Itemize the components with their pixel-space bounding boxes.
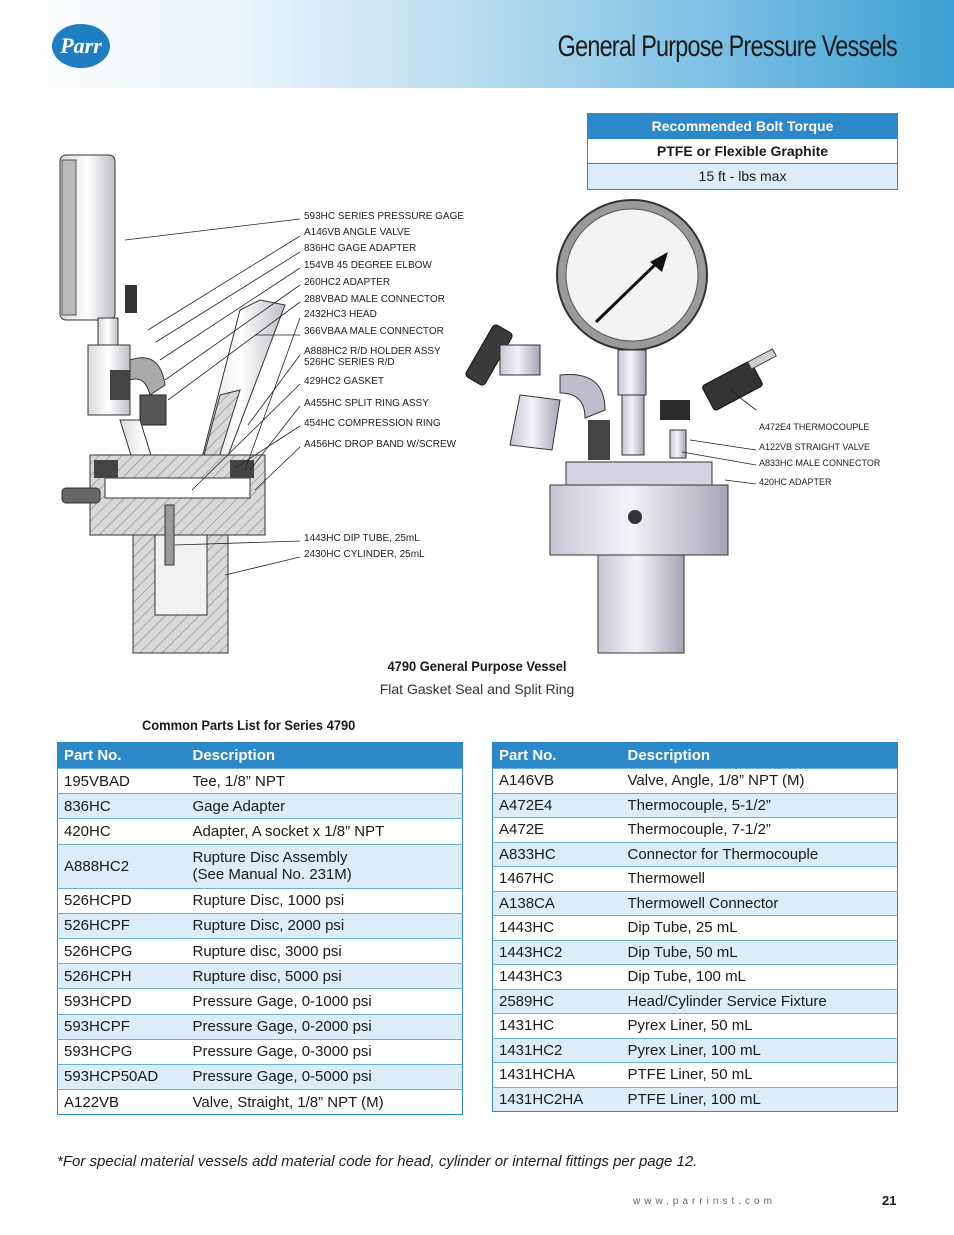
part-number: A146VB <box>493 769 622 794</box>
callout-straight-valve: A122VB STRAIGHT VALVE <box>759 442 871 452</box>
part-number: 1443HC2 <box>493 940 622 965</box>
part-number: A472E <box>493 818 622 843</box>
callout-elbow: 154VB 45 DEGREE ELBOW <box>304 260 432 271</box>
table-row <box>58 913 463 938</box>
part-number: A833HC <box>493 842 622 867</box>
figure-caption-subtitle: Flat Gasket Seal and Split Ring <box>379 681 575 697</box>
part-description: Dip Tube, 100 mL <box>622 965 898 990</box>
part-number: 593HCPF <box>58 1014 187 1039</box>
torque-value: 15 ft - lbs max <box>588 164 897 189</box>
part-description: PTFE Liner, 50 mL <box>622 1063 898 1088</box>
part-number: A888HC2 <box>58 844 187 888</box>
parts-list-heading: Common Parts List for Series 4790 <box>142 717 356 733</box>
part-description: Pressure Gage, 0-3000 psi <box>187 1039 463 1064</box>
part-description: Dip Tube, 50 mL <box>622 940 898 965</box>
part-number: 1431HC2 <box>493 1038 622 1063</box>
table-row <box>493 769 898 794</box>
footnote: *For special material vessels add material code for head, cylinder or internal fittings per page 12. <box>57 1153 698 1170</box>
table-row <box>58 938 463 963</box>
part-description-line-2: (See Manual No. 231M) <box>192 866 352 884</box>
table-row <box>58 964 463 989</box>
callout-gage-adapter: 836HC GAGE ADAPTER <box>304 243 417 254</box>
part-description: Pressure Gage, 0-2000 psi <box>187 1014 463 1039</box>
table-header-row <box>58 743 463 769</box>
header-banner <box>0 0 954 88</box>
figure-caption-title: 4790 General Purpose Vessel <box>387 658 567 674</box>
table-row <box>493 842 898 867</box>
table-row <box>58 1014 463 1039</box>
part-description: Pressure Gage, 0-1000 psi <box>187 989 463 1014</box>
part-description: Thermowell Connector <box>622 891 898 916</box>
part-description: Adapter, A socket x 1/8” NPT <box>187 819 463 844</box>
callout-angle-valve: A146VB ANGLE VALVE <box>304 227 411 238</box>
table-row <box>58 989 463 1014</box>
part-description-line-1: Rupture Disc Assembly <box>192 849 348 867</box>
part-description: Valve, Angle, 1/8” NPT (M) <box>622 769 898 794</box>
part-description: Rupture disc, 3000 psi <box>187 938 463 963</box>
part-description: Valve, Straight, 1/8” NPT (M) <box>187 1090 463 1115</box>
part-number: 1443HC3 <box>493 965 622 990</box>
callout-dip-tube: 1443HC DIP TUBE, 25mL <box>304 533 420 544</box>
part-number: 1443HC <box>493 916 622 941</box>
part-number: 1467HC <box>493 867 622 892</box>
callout-male-connector-right: A833HC MALE CONNECTOR <box>759 458 881 468</box>
table-row <box>58 888 463 913</box>
parts-table-left <box>57 742 463 1115</box>
website-url[interactable]: www.parrinst.com <box>633 1196 776 1207</box>
callout-adapter: 260HC2 ADAPTER <box>304 277 391 288</box>
table-row <box>493 818 898 843</box>
part-description: Head/Cylinder Service Fixture <box>622 989 898 1014</box>
table-row <box>493 793 898 818</box>
table-row <box>58 1064 463 1089</box>
part-number: 526HCPG <box>58 938 187 963</box>
column-header-part: Part No. <box>493 743 622 769</box>
table-row <box>58 794 463 819</box>
part-description: Thermocouple, 5-1/2” <box>622 793 898 818</box>
part-description: Pyrex Liner, 50 mL <box>622 1014 898 1039</box>
table-row <box>58 1039 463 1064</box>
part-description: Rupture disc, 5000 psi <box>187 964 463 989</box>
part-number: 1431HC <box>493 1014 622 1039</box>
callout-head: 2432HC3 HEAD <box>304 309 377 320</box>
callout-pressure-gage: 593HC SERIES PRESSURE GAGE <box>304 211 465 222</box>
table-row <box>493 1014 898 1039</box>
part-description: Thermowell <box>622 867 898 892</box>
table-row <box>493 965 898 990</box>
part-number: 593HCP50AD <box>58 1064 187 1089</box>
part-number: 195VBAD <box>58 769 187 794</box>
table-header-row <box>493 743 898 769</box>
callout-male-connector: 288VBAD MALE CONNECTOR <box>304 294 445 305</box>
callout-rd-series: 526HC SERIES R/D <box>304 357 395 368</box>
table-row <box>493 940 898 965</box>
torque-subheading: PTFE or Flexible Graphite <box>588 139 897 164</box>
cutaway-vessel <box>60 155 285 653</box>
torque-heading: Recommended Bolt Torque <box>588 114 897 139</box>
vessel-illustration <box>0 140 954 660</box>
part-description: Pressure Gage, 0-5000 psi <box>187 1064 463 1089</box>
part-description <box>187 844 463 888</box>
part-number: 526HCPF <box>58 913 187 938</box>
page-number: 21 <box>882 1193 897 1208</box>
table-row <box>58 1090 463 1115</box>
part-number: 836HC <box>58 794 187 819</box>
callout-male-connector-2: 366VBAA MALE CONNECTOR <box>304 326 444 337</box>
part-description: Gage Adapter <box>187 794 463 819</box>
part-description: Thermocouple, 7-1/2” <box>622 818 898 843</box>
column-header-description: Description <box>187 743 463 769</box>
table-row <box>493 916 898 941</box>
part-description: Connector for Thermocouple <box>622 842 898 867</box>
callout-gasket: 429HC2 GASKET <box>304 376 385 387</box>
table-row <box>493 891 898 916</box>
part-number: 1431HC2HA <box>493 1087 622 1112</box>
part-number: 420HC <box>58 819 187 844</box>
part-number: A122VB <box>58 1090 187 1115</box>
column-header-part: Part No. <box>58 743 187 769</box>
part-description: Rupture Disc, 1000 psi <box>187 888 463 913</box>
part-number: 593HCPD <box>58 989 187 1014</box>
part-number: A138CA <box>493 891 622 916</box>
part-description: Tee, 1/8” NPT <box>187 769 463 794</box>
parr-logo: Parr <box>52 24 110 68</box>
part-number: A472E4 <box>493 793 622 818</box>
assembled-vessel <box>464 200 776 653</box>
part-description: Dip Tube, 25 mL <box>622 916 898 941</box>
table-row <box>58 844 463 888</box>
callout-adapter-right: 420HC ADAPTER <box>759 477 832 487</box>
vessel-diagram <box>0 140 954 660</box>
part-number: 1431HCHA <box>493 1063 622 1088</box>
callout-thermocouple: A472E4 THERMOCOUPLE <box>759 422 870 432</box>
part-number: 593HCPG <box>58 1039 187 1064</box>
table-row <box>493 1063 898 1088</box>
table-row <box>493 867 898 892</box>
part-number: 526HCPD <box>58 888 187 913</box>
column-header-description: Description <box>622 743 898 769</box>
callout-split-ring: A455HC SPLIT RING ASSY <box>304 398 429 409</box>
part-number: 2589HC <box>493 989 622 1014</box>
callout-drop-band: A456HC DROP BAND W/SCREW <box>304 439 457 450</box>
table-row <box>58 769 463 794</box>
callout-compression-ring: 454HC COMPRESSION RING <box>304 418 441 429</box>
part-number: 526HCPH <box>58 964 187 989</box>
page-title: General Purpose Pressure Vessels <box>557 30 897 63</box>
part-description: Pyrex Liner, 100 mL <box>622 1038 898 1063</box>
table-row <box>493 1038 898 1063</box>
parts-table-right <box>492 742 898 1112</box>
part-description: PTFE Liner, 100 mL <box>622 1087 898 1112</box>
table-row <box>493 989 898 1014</box>
callout-rd-holder: A888HC2 R/D HOLDER ASSY <box>304 346 441 357</box>
table-row <box>493 1087 898 1112</box>
table-row <box>58 819 463 844</box>
callout-cylinder: 2430HC CYLINDER, 25mL <box>304 549 425 560</box>
part-description: Rupture Disc, 2000 psi <box>187 913 463 938</box>
